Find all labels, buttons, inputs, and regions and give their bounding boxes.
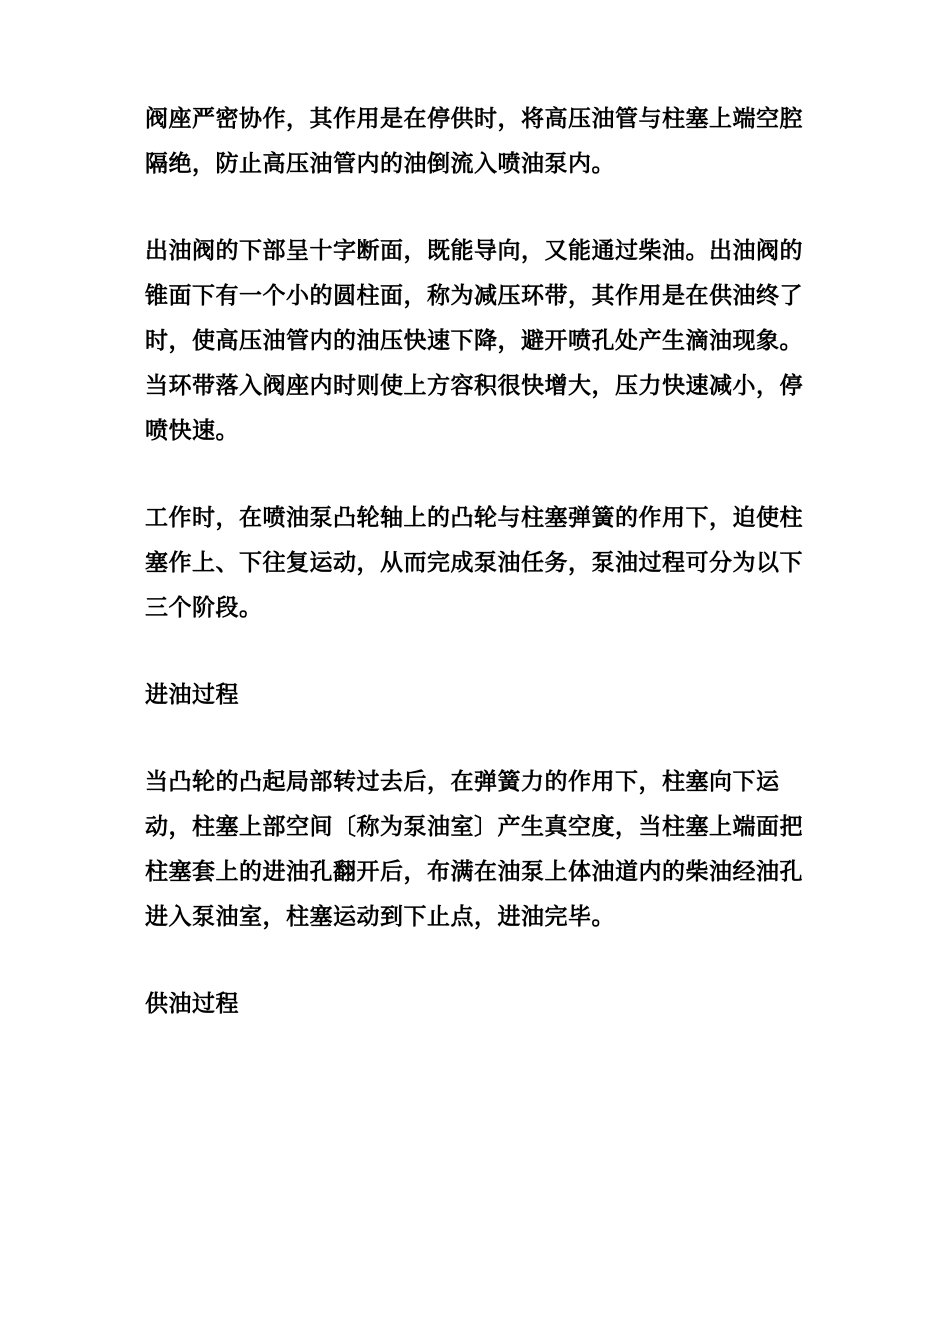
paragraph-working-principle: 工作时，在喷油泵凸轮轴上的凸轮与柱塞弹簧的作用下，迫使柱塞作上、下往复运动，从而完成泵油任务，泵油过程可分为以下三个阶段。 (145, 505, 803, 621)
paragraph-intake-process: 当凸轮的凸起局部转过去后，在弹簧力的作用下，柱塞向下运动，柱塞上部空间〔称为泵油室〕产生真空度，当柱塞上端面把柱塞套上的进油孔翻开后，布满在油泵上体油道内的柴油经油孔进入泵油室，柱塞运动到下止点，进油完毕。 (145, 769, 803, 930)
heading-supply-process: 供油过程 (145, 991, 239, 1017)
document-body (145, 97, 810, 1069)
paragraph-outlet-valve-seal: 阀座严密协作，其作用是在停供时，将高压油管与柱塞上端空腔隔绝，防止高压油管内的油倒流入喷油泵内。 (145, 106, 803, 177)
heading-intake-process: 进油过程 (145, 682, 239, 708)
paragraph-outlet-valve-structure: 出油阀的下部呈十字断面，既能导向，又能通过柴油。出油阀的锥面下有一个小的圆柱面，称为减压环带，其作用是在供油终了时，使高压油管内的油压快速下降，避开喷孔处产生滴油现象。当环带落入阀座内时则使上方容积很快增大，压力快速减小，停喷快速。 (145, 238, 803, 444)
